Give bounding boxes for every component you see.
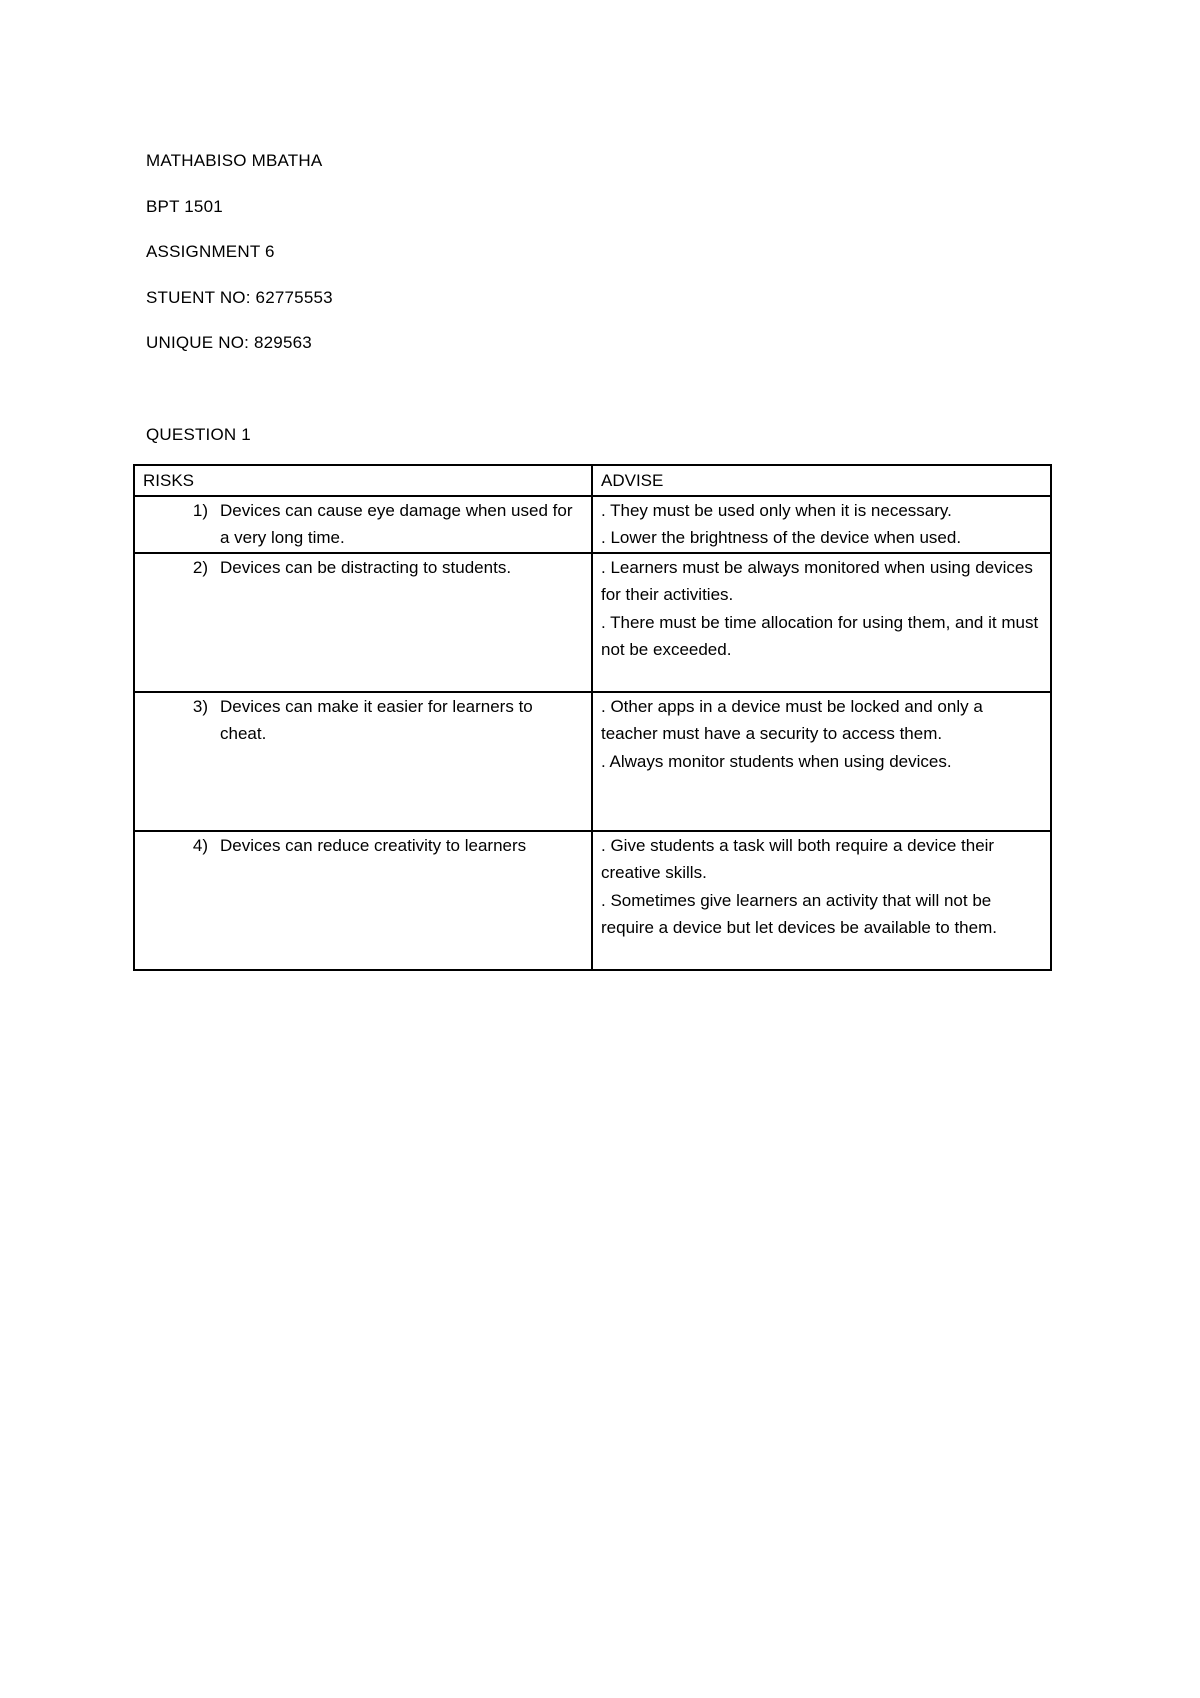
advise-cell [592, 831, 1051, 970]
risks-advise-table [133, 464, 1052, 971]
table-row [134, 692, 1051, 831]
risk-text: Devices can make it easier for learners to cheat. [220, 696, 533, 743]
advise-column-header: ADVISE [592, 465, 1051, 496]
advise-text: . They must be used only when it is necessary. [601, 500, 952, 520]
advise-text: . Learners must be always monitored when using devices for their activities. [601, 557, 1033, 604]
advise-text: . Lower the brightness of the device when used. [601, 528, 962, 547]
student-number: STUENT NO: 62775553 [146, 288, 333, 307]
assignment-title: ASSIGNMENT 6 [146, 242, 275, 261]
advise-text: . There must be time allocation for using them, and it must not be exceeded. [601, 612, 1039, 659]
advise-text: . Sometimes give learners an activity that will not be require a device but let devices be available to them. [601, 890, 997, 937]
advise-text: . Always monitor students when using devices. [601, 751, 952, 771]
risk-cell [134, 692, 592, 831]
advise-text: . Give students a task will both require a device their creative skills. [601, 835, 995, 882]
unique-number: UNIQUE NO: 829563 [146, 333, 312, 352]
table-header-row [134, 465, 1051, 496]
risk-number: 4) [192, 835, 208, 855]
risk-number: 2) [192, 557, 208, 577]
risks-column-header: RISKS [134, 465, 592, 496]
risk-text: Devices can be distracting to students. [220, 557, 512, 577]
table-row [134, 496, 1051, 553]
advise-text: . Other apps in a device must be locked and only a teacher must have a security to access them. [601, 696, 983, 743]
risk-cell [134, 553, 592, 692]
advise-cell [592, 692, 1051, 831]
advise-cell [592, 553, 1051, 692]
risk-cell [134, 496, 592, 553]
student-name: MATHABISO MBATHA [146, 151, 323, 170]
risk-number: 3) [192, 696, 208, 716]
question-heading: QUESTION 1 [146, 425, 251, 444]
table-row [134, 831, 1051, 970]
risk-text: Devices can cause eye damage when used for a very long time. [220, 500, 573, 547]
risk-number: 1) [192, 500, 208, 520]
risk-cell [134, 831, 592, 970]
risk-text: Devices can reduce creativity to learners [220, 835, 527, 855]
table-row [134, 553, 1051, 692]
advise-cell [592, 496, 1051, 553]
course-code: BPT 1501 [146, 197, 223, 216]
